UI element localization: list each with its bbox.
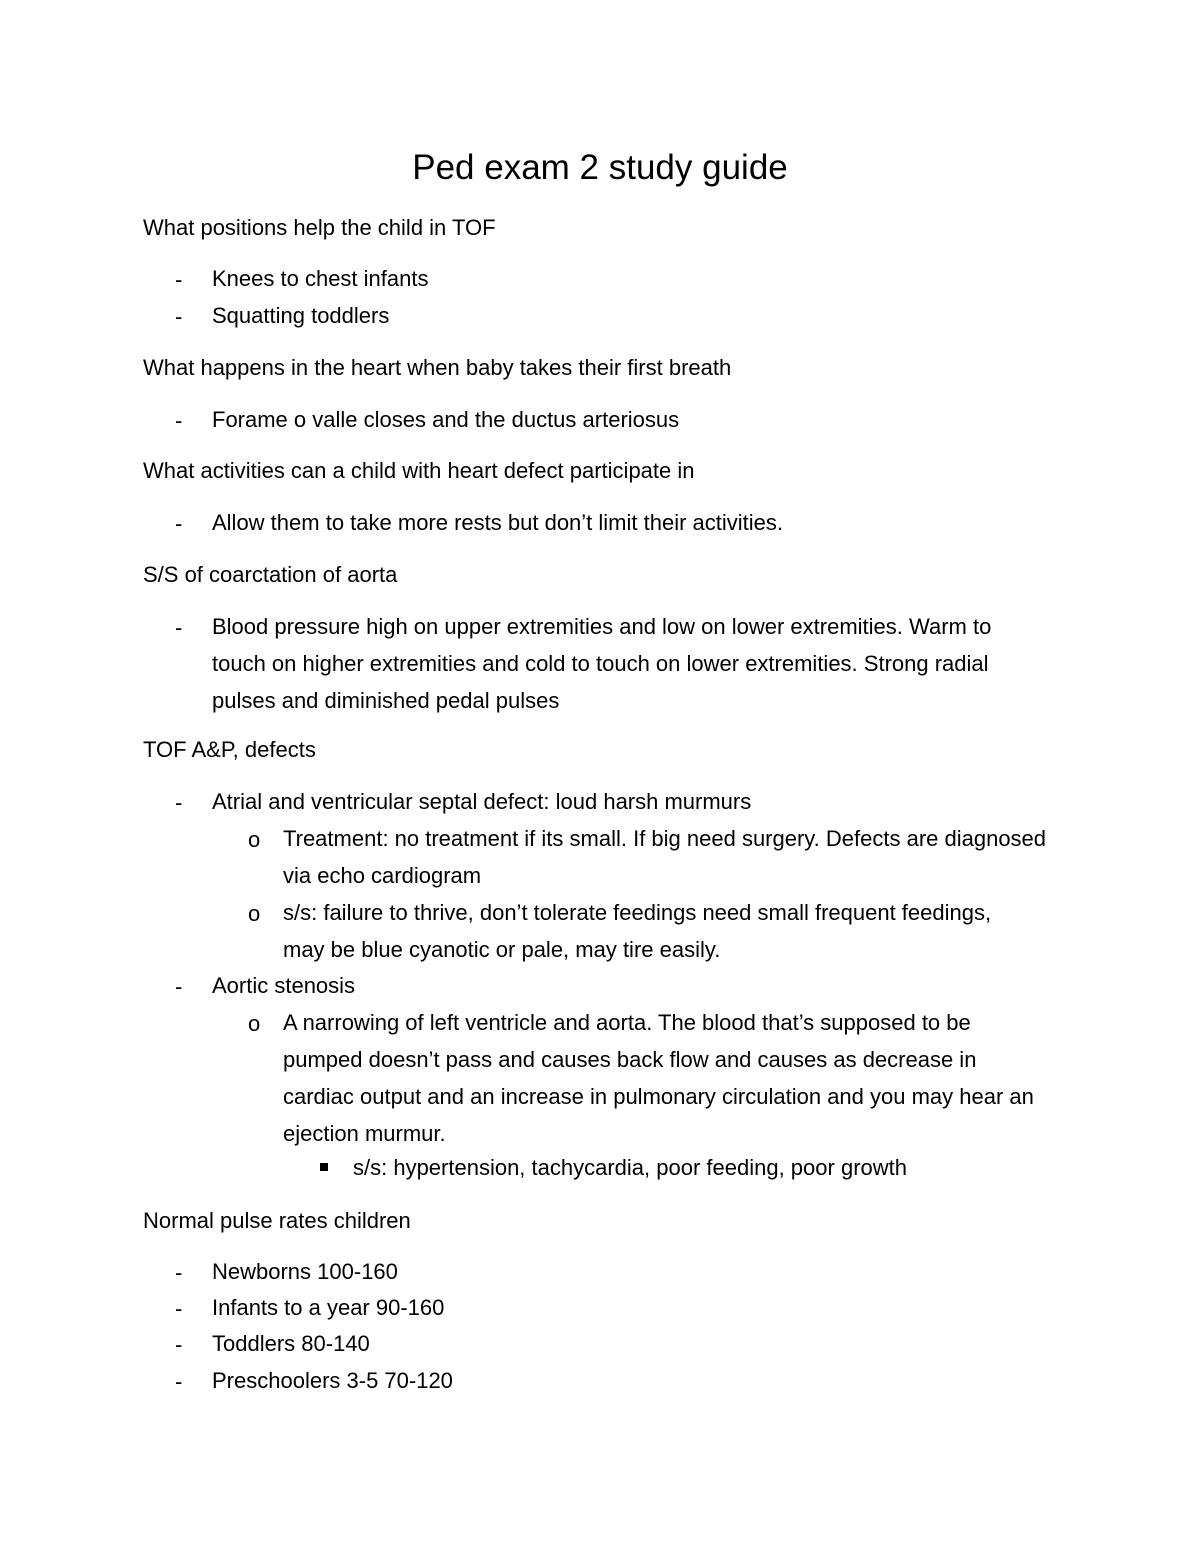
circle-bullet: o <box>248 901 261 926</box>
list-item: Forame o valle closes and the ductus arteriosus <box>212 407 680 432</box>
dash-bullet: - <box>175 408 183 433</box>
section-heading: Normal pulse rates children <box>143 1208 411 1233</box>
dash-bullet: - <box>175 615 183 640</box>
list-item: Aortic stenosis <box>212 973 356 998</box>
dash-bullet: - <box>175 1369 183 1394</box>
page-title: Ped exam 2 study guide <box>412 148 788 187</box>
dash-bullet: - <box>175 304 183 329</box>
sub-list-item: Treatment: no treatment if its small. If big need surgery. Defects are diagnosed via echo cardiogram <box>283 826 1047 888</box>
list-item: Infants to a year 90-160 <box>212 1295 445 1320</box>
circle-bullet: o <box>248 1011 261 1036</box>
list-item: Squatting toddlers <box>212 303 390 328</box>
list-item: Blood pressure high on upper extremities and low on lower extremities. Warm to touch on higher extremities and cold to touch on lower extremities. Strong radial pulses and diminished pedal pulses <box>212 614 992 713</box>
section-heading: What happens in the heart when baby takes their first breath <box>143 355 732 380</box>
dash-bullet: - <box>175 267 183 292</box>
section-heading: S/S of coarctation of aorta <box>143 562 398 587</box>
section-heading: What activities can a child with heart defect participate in <box>143 458 695 483</box>
section-heading: What positions help the child in TOF <box>143 215 496 240</box>
dash-bullet: - <box>175 974 183 999</box>
list-item: Preschoolers 3-5 70-120 <box>212 1368 453 1393</box>
dash-bullet: - <box>175 1260 183 1285</box>
sub-list-item: A narrowing of left ventricle and aorta. The blood that’s supposed to be pumped doesn’t pass and causes back flow and causes as decrease in cardiac output and an increase in pulmonary circulation and you may hear an ejection murmur. <box>283 1010 1034 1146</box>
list-item: Knees to chest infants <box>212 266 429 291</box>
circle-bullet: o <box>248 827 261 852</box>
list-item: Toddlers 80-140 <box>212 1331 370 1356</box>
dash-bullet: - <box>175 790 183 815</box>
dash-bullet: - <box>175 1296 183 1321</box>
sub-list-item: s/s: failure to thrive, don’t tolerate feedings need small frequent feedings, may be blue cyanotic or pale, may tire easily. <box>283 900 992 962</box>
square-bullet <box>320 1163 328 1171</box>
list-item: Newborns 100-160 <box>212 1259 398 1284</box>
sub-sub-list-item: s/s: hypertension, tachycardia, poor feeding, poor growth <box>353 1155 907 1180</box>
section-heading: TOF A&P, defects <box>143 737 316 762</box>
dash-bullet: - <box>175 511 183 536</box>
list-item: Atrial and ventricular septal defect: loud harsh murmurs <box>212 789 752 814</box>
dash-bullet: - <box>175 1332 183 1357</box>
list-item: Allow them to take more rests but don’t limit their activities. <box>212 510 783 535</box>
